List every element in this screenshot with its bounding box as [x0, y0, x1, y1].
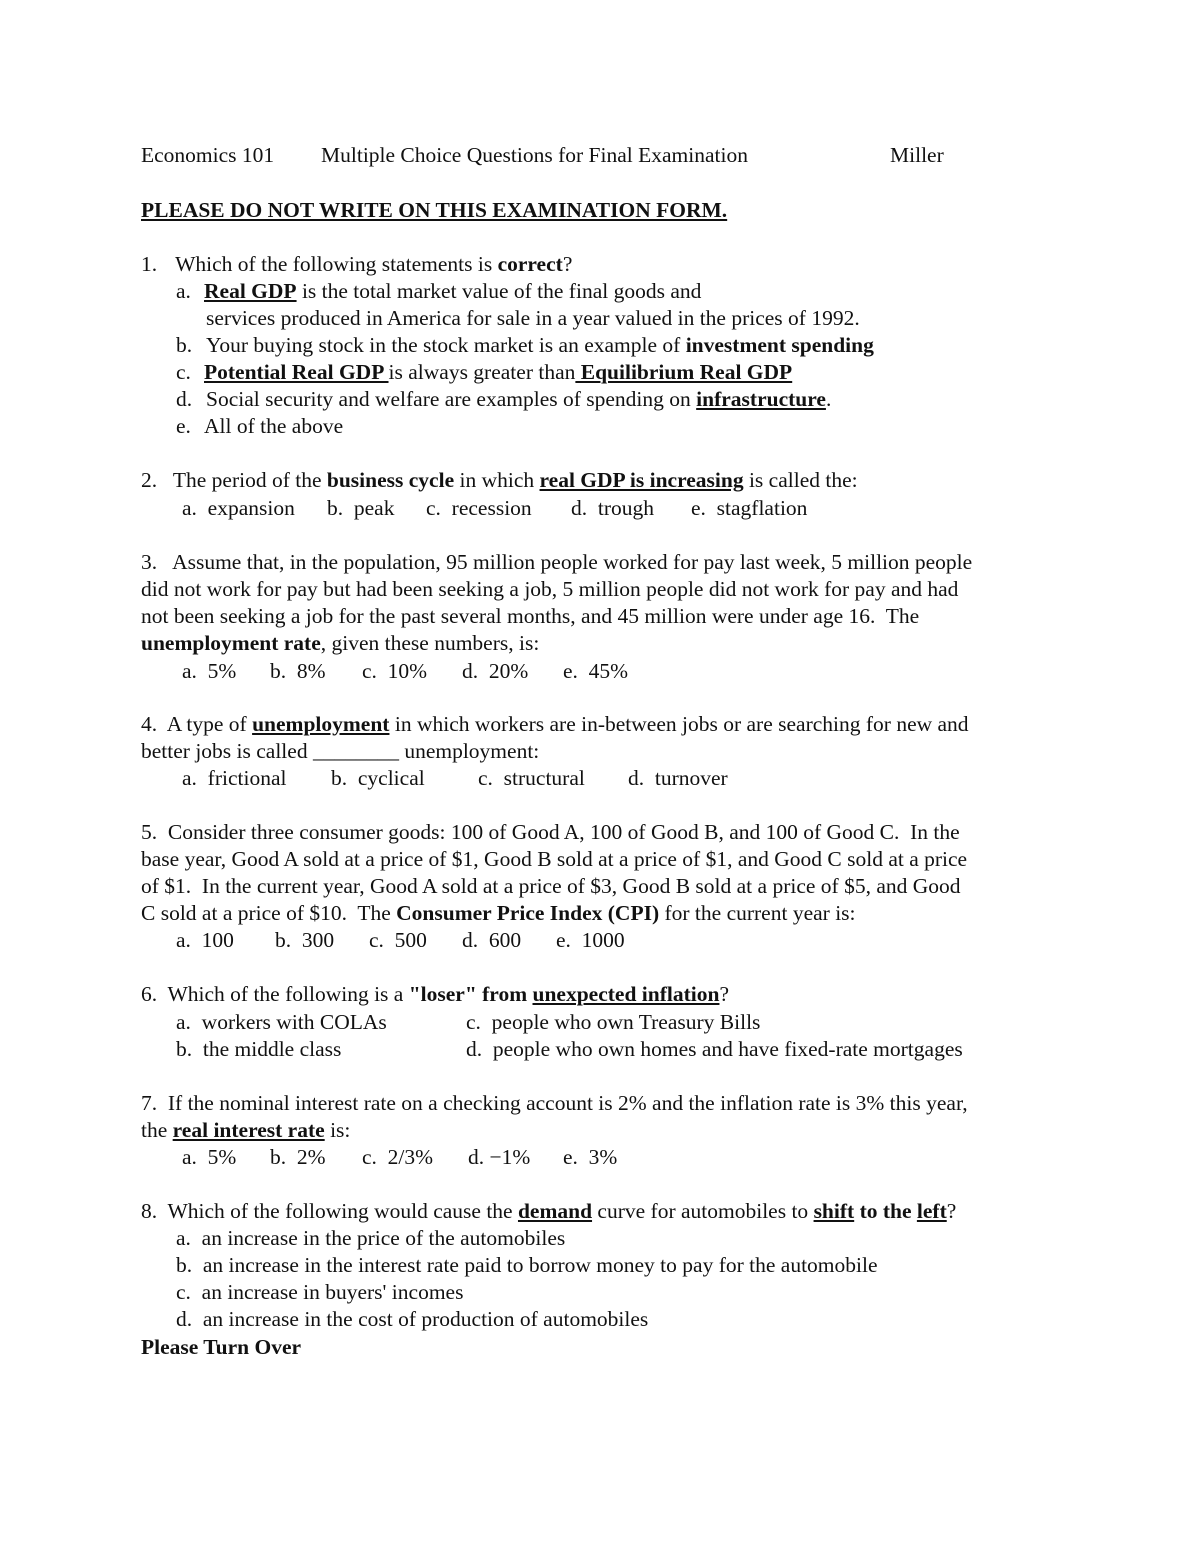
q7-option-d: d. −1%: [468, 1145, 531, 1169]
q6-option-c: c. people who own Treasury Bills: [466, 1010, 761, 1034]
q3-option-b: b. 8%: [270, 659, 326, 683]
q2-option-a: a. expansion: [182, 496, 295, 520]
exam-title: Multiple Choice Questions for Final Examination: [321, 143, 748, 167]
please-turn-over: Please Turn Over: [141, 1335, 302, 1359]
q8-option-a: a. an increase in the price of the automobiles: [176, 1226, 566, 1250]
q1-option-a: Real GDP is the total market value of the final goods and: [204, 279, 702, 303]
q6-option-a: a. workers with COLAs: [176, 1010, 387, 1034]
q2-option-d: d. trough: [571, 496, 655, 520]
q8-option-c: c. an increase in buyers' incomes: [176, 1280, 464, 1304]
q5-option-c: c. 500: [369, 928, 427, 952]
question-3-line-4: unemployment rate, given these numbers, is:: [141, 631, 540, 655]
q3-option-a: a. 5%: [182, 659, 237, 683]
q5-option-b: b. 300: [275, 928, 335, 952]
q7-option-c: c. 2/3%: [362, 1145, 434, 1169]
question-3-line-2: did not work for pay but had been seeking a job, 5 million people did not work for pay and had: [141, 577, 959, 601]
q4-option-d: d. turnover: [628, 766, 728, 790]
q5-option-a: a. 100: [176, 928, 234, 952]
q1-option-b: Your buying stock in the stock market is an example of investment spending: [206, 333, 874, 357]
q3-option-e: e. 45%: [563, 659, 629, 683]
q6-option-b: b. the middle class: [176, 1037, 342, 1061]
q7-option-e: e. 3%: [563, 1145, 618, 1169]
q3-option-c: c. 10%: [362, 659, 428, 683]
q5-option-e: e. 1000: [556, 928, 625, 952]
question-5-line-3: of $1. In the current year, Good A sold at a price of $3, Good B sold at a price of $5, and Good: [141, 874, 961, 898]
question-3-line-3: not been seeking a job for the past several months, and 45 million were under age 16. The: [141, 604, 920, 628]
question-3-line-1: 3. Assume that, in the population, 95 million people worked for pay last week, 5 million people: [141, 550, 973, 574]
question-number: 1.: [141, 252, 158, 276]
q1-option-b-letter: b.: [176, 333, 193, 357]
q1-option-a-cont: services produced in America for sale in a year valued in the prices of 1992.: [206, 306, 860, 330]
question-6-stem: 6. Which of the following is a "loser" from unexpected inflation?: [141, 982, 729, 1006]
question-5-line-4: C sold at a price of $10. The Consumer Price Index (CPI) for the current year is:: [141, 901, 856, 925]
question-5-line-1: 5. Consider three consumer goods: 100 of Good A, 100 of Good B, and 100 of Good C. In the: [141, 820, 960, 844]
q1-option-e: All of the above: [204, 414, 344, 438]
q7-option-a: a. 5%: [182, 1145, 237, 1169]
question-4-stem: 4. A type of unemployment in which workers are in-between jobs or are searching for new and: [141, 712, 969, 736]
q2-option-c: c. recession: [426, 496, 532, 520]
q1-option-d: Social security and welfare are examples of spending on infrastructure.: [206, 387, 832, 411]
q1-option-e-letter: e.: [176, 414, 191, 438]
question-7-line-2: the real interest rate is:: [141, 1118, 351, 1142]
exam-notice: PLEASE DO NOT WRITE ON THIS EXAMINATION FORM.: [141, 198, 728, 222]
q4-option-a: a. frictional: [182, 766, 287, 790]
q6-option-d: d. people who own homes and have fixed-rate mortgages: [466, 1037, 963, 1061]
question-8-stem: 8. Which of the following would cause the demand curve for automobiles to shift to the left?: [141, 1199, 957, 1223]
q2-option-b: b. peak: [327, 496, 395, 520]
question-4-line-2: better jobs is called ________ unemployment:: [141, 739, 540, 763]
q7-option-b: b. 2%: [270, 1145, 326, 1169]
q4-option-b: b. cyclical: [331, 766, 425, 790]
q3-option-d: d. 20%: [462, 659, 529, 683]
instructor-name: Miller: [890, 143, 944, 167]
q1-option-c: Potential Real GDP is always greater than Equilibrium Real GDP: [204, 360, 793, 384]
q2-option-e: e. stagflation: [691, 496, 808, 520]
q8-option-b: b. an increase in the interest rate paid to borrow money to pay for the automobile: [176, 1253, 878, 1277]
q1-option-c-letter: c.: [176, 360, 191, 384]
course-name: Economics 101: [141, 143, 275, 167]
q8-option-d: d. an increase in the cost of production of automobiles: [176, 1307, 649, 1331]
question-5-line-2: base year, Good A sold at a price of $1, Good B sold at a price of $1, and Good C sold at a price: [141, 847, 968, 871]
q4-option-c: c. structural: [478, 766, 585, 790]
q5-option-d: d. 600: [462, 928, 522, 952]
q1-option-a-letter: a.: [176, 279, 191, 303]
question-1-stem: 1. Which of the following statements is correct?: [141, 252, 573, 276]
question-2-stem: 2. The period of the business cycle in which real GDP is increasing is called the:: [141, 468, 858, 492]
question-7-line-1: 7. If the nominal interest rate on a checking account is 2% and the inflation rate is 3% this year,: [141, 1091, 968, 1115]
q1-option-d-letter: d.: [176, 387, 193, 411]
